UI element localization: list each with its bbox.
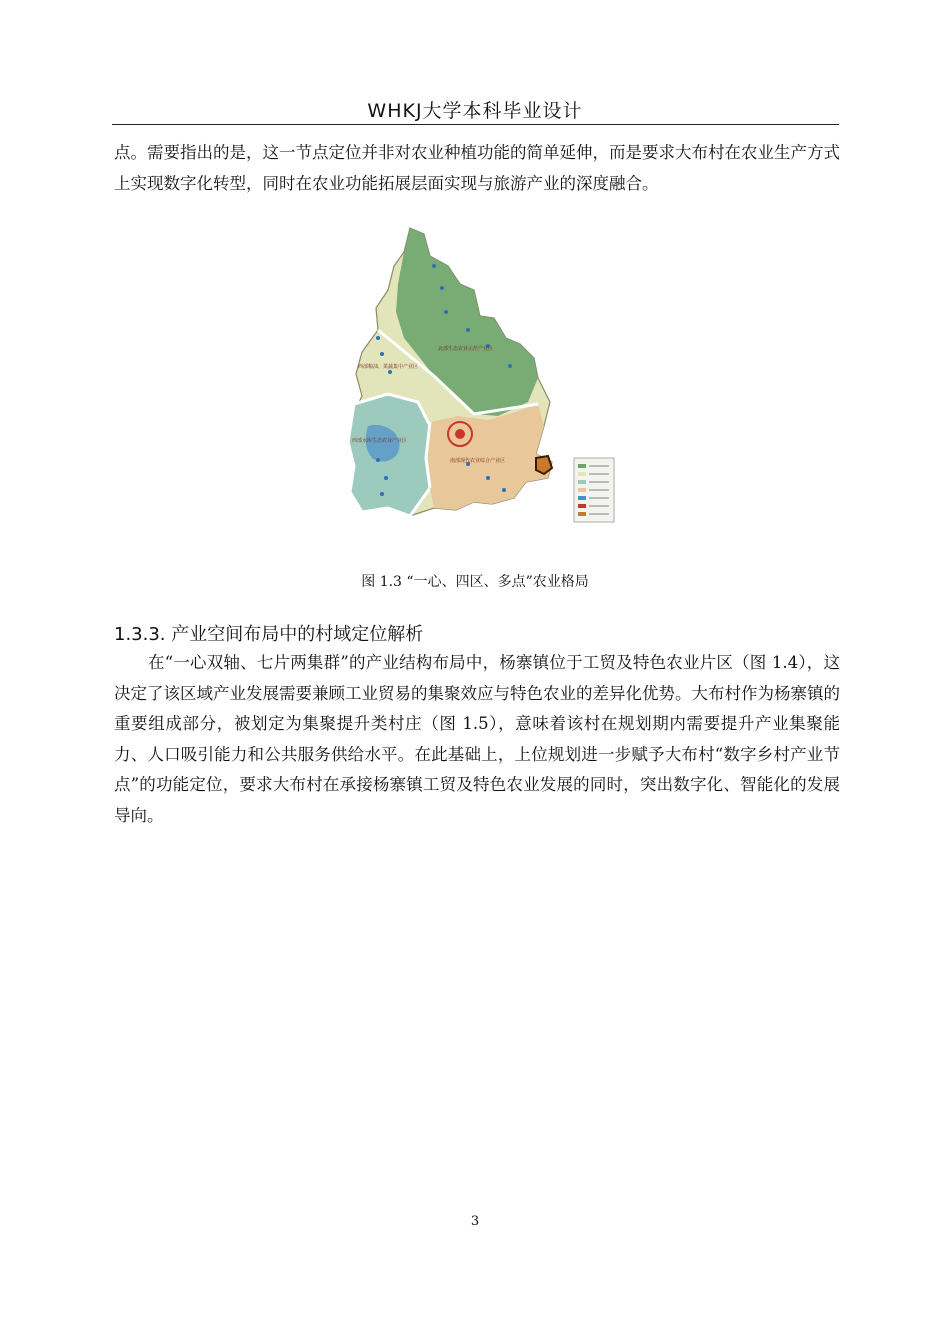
- intro-paragraph: 点。需要指出的是，这一节点定位并非对农业种植功能的简单延伸，而是要求大布村在农业生产方式上实现数字化转型，同时在农业功能拓展层面实现与旅游产业的深度融合。: [114, 143, 840, 193]
- page-header-title: WHKJ大学本科毕业设计: [367, 100, 583, 122]
- section-heading: 1.3.3. 产业空间布局中的村域定位解析: [114, 624, 424, 645]
- figure-caption: 图 1.3 “一心、四区、多点”农业格局: [361, 574, 589, 590]
- zone-label-southwest: 西部水库生态农业产业区: [352, 438, 408, 444]
- zone-label-south: 南部现代农业综合产业区: [450, 458, 506, 464]
- page-number: 3: [470, 1214, 480, 1229]
- zone-label-north: 北部生态农业示范产业区: [438, 346, 494, 352]
- section-paragraph: 在“一心双轴、七片两集群”的产业结构布局中，杨寨镇位于工贸及特色农业片区（图 1.4），这决定了该区域产业发展需要兼顾工业贸易的集聚效应与特色农业的差异化优势。大布村作为杨寨镇的重要组成部分，被划定为集聚提升类村庄（图 1.5），意味着该村在规划期内需要提升产业集聚能力、人口吸引能力和公共服务供给水平。在此基础上，上位规划进一步赋予大布村“数字乡村产业节点”的功能定位，要求大布村在承接杨寨镇工贸及特色农业发展的同时，突出数字化、智能化的发展导向。: [114, 653, 840, 825]
- header-rule: [112, 124, 839, 125]
- map-figure: [338, 226, 618, 526]
- southeast-zone: [426, 404, 552, 510]
- zone-label-west: 西部粮油、果蔬集中产业区: [358, 364, 419, 370]
- agriculture-layout-map: [338, 226, 618, 526]
- center-marker-inner: [455, 429, 465, 439]
